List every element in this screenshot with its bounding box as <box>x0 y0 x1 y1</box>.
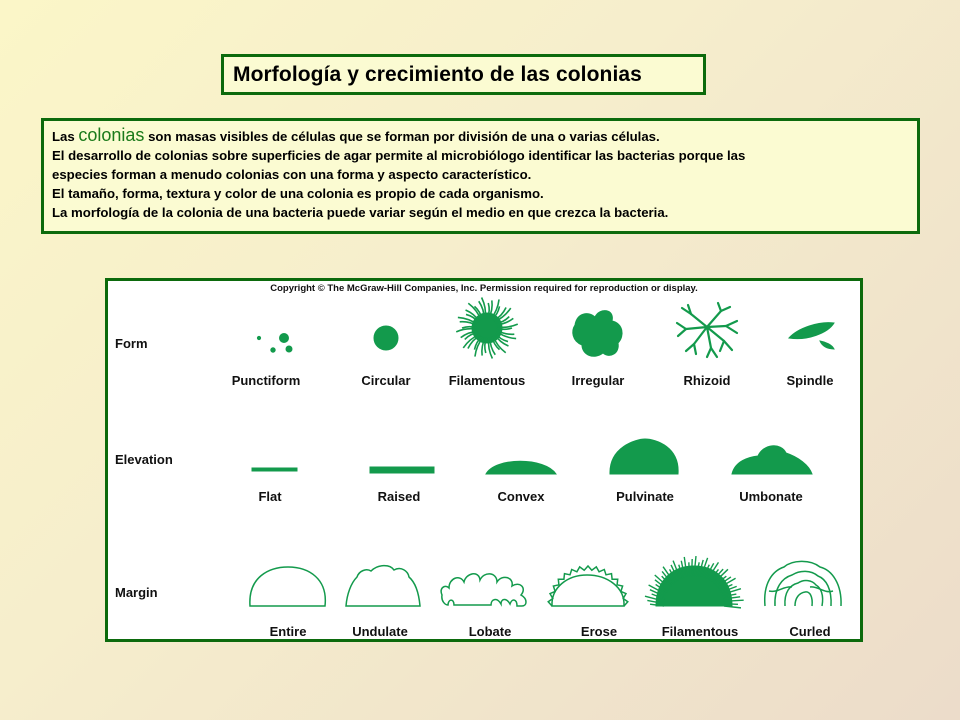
title-box <box>221 54 706 95</box>
curled-margin <box>765 561 841 606</box>
umbonate-elevation <box>732 446 812 474</box>
form-label-irregular: Irregular <box>571 373 625 388</box>
intro-line-1-prefix: Las <box>52 129 79 144</box>
pulvinate-elevation <box>610 439 678 474</box>
row-label-margin: Margin <box>115 585 158 600</box>
form-label-punctiform: Punctiform <box>231 373 301 388</box>
undulate-margin <box>346 566 420 606</box>
margin-label-entire: Entire <box>269 624 307 639</box>
intro-line-1-suffix: son masas visibles de células que se forman por división de una o varias células. <box>144 129 660 144</box>
form-label-filamentous: Filamentous <box>448 373 526 388</box>
raised-elevation <box>370 467 434 473</box>
form-label-spindle: Spindle <box>786 373 834 388</box>
entire-margin <box>250 567 325 606</box>
elevation-label-umbonate: Umbonate <box>739 489 803 504</box>
row-label-elevation: Elevation <box>115 452 173 467</box>
colonias-highlight: colonias <box>78 125 145 145</box>
irregular-colony <box>573 311 622 357</box>
form-label-rhizoid: Rhizoid <box>683 373 731 388</box>
intro-line-2: El desarrollo de colonias sobre superficies de agar permite al microbiólogo identificar las bacterias porque las <box>52 148 746 163</box>
punctiform-colony <box>257 334 292 353</box>
form-label-circular: Circular <box>361 373 411 388</box>
elevation-label-flat: Flat <box>258 489 282 504</box>
elevation-label-raised: Raised <box>377 489 421 504</box>
intro-line-3: especies forman a menudo colonias con una forma y aspecto característico. <box>52 167 532 182</box>
spindle-colony <box>789 323 834 349</box>
copyright-notice: Copyright © The McGraw-Hill Companies, Inc. Permission required for reproduction or display. <box>270 283 698 294</box>
intro-text-box <box>41 118 920 234</box>
page-title: Morfología y crecimiento de las colonias <box>233 62 642 86</box>
margin-label-undulate: Undulate <box>352 624 408 639</box>
margin-label-filamentous: Filamentous <box>661 624 739 639</box>
elevation-label-pulvinate: Pulvinate <box>616 489 674 504</box>
margin-label-erose: Erose <box>580 624 618 639</box>
intro-line-1 <box>52 126 909 146</box>
intro-line-4: El tamaño, forma, textura y color de una colonia es propio de cada organismo. <box>52 186 544 201</box>
filamentous-colony <box>456 297 518 358</box>
morphology-figure <box>105 278 863 642</box>
lobate-margin <box>441 574 526 606</box>
row-label-form: Form <box>115 336 148 351</box>
filamentous-margin <box>645 556 744 608</box>
rhizoid-colony <box>677 303 737 357</box>
circular-colony <box>374 326 398 350</box>
elevation-label-convex: Convex <box>497 489 545 504</box>
margin-label-curled: Curled <box>789 624 831 639</box>
morphology-diagram <box>108 281 860 639</box>
convex-elevation <box>486 461 556 474</box>
erose-margin <box>548 566 628 606</box>
intro-line-5: La morfología de la colonia de una bacteria puede variar según el medio en que crezca la bacteria. <box>52 205 669 220</box>
flat-elevation <box>252 468 297 471</box>
margin-label-lobate: Lobate <box>468 624 512 639</box>
